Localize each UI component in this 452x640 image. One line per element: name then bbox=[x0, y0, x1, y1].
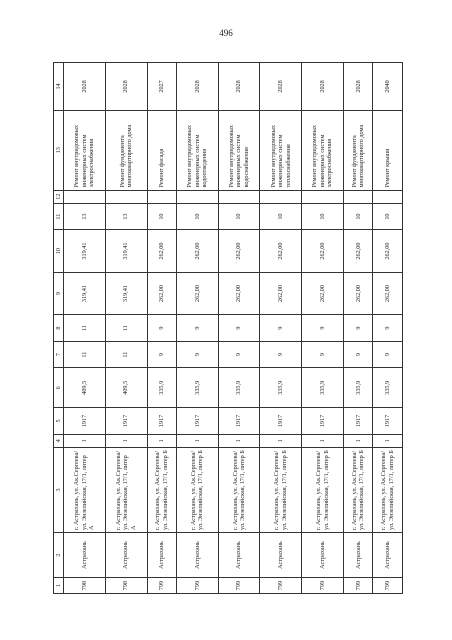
table-cell-col-8: 11 bbox=[105, 315, 147, 342]
table-cell-col-4: 1 bbox=[64, 434, 106, 447]
table-cell-col-7: 9 bbox=[373, 341, 403, 368]
table-cell-col-13: Ремонт фасада bbox=[147, 110, 176, 190]
table-cell-col-9: 262,00 bbox=[373, 272, 403, 314]
table-cell-col-11: 10 bbox=[176, 203, 218, 230]
table-cell-col-6: 409,5 bbox=[64, 368, 106, 408]
table-cell-col-5: 1917 bbox=[260, 408, 302, 435]
table-cell-col-10: 319,41 bbox=[64, 230, 106, 272]
table-cell-col-14: 2028 bbox=[302, 63, 344, 111]
table-cell-col-6: 409,5 bbox=[105, 368, 147, 408]
table-cell-col-10: 262,00 bbox=[176, 230, 218, 272]
table-cell-col-13: Ремонт крыши bbox=[373, 110, 403, 190]
table-cell-col-12 bbox=[343, 190, 372, 203]
table-cell-col-1: 799 bbox=[260, 578, 302, 594]
table-cell-col-6: 335,9 bbox=[260, 368, 302, 408]
table-cell-col-7: 9 bbox=[176, 341, 218, 368]
table-cell-col-9: 262,00 bbox=[302, 272, 344, 314]
table-cell-col-5: 1917 bbox=[147, 408, 176, 435]
table-row bbox=[260, 63, 302, 594]
table-cell-col-11: 10 bbox=[302, 203, 344, 230]
table-cell-col-1: 798 bbox=[105, 578, 147, 594]
table-cell-col-13: Ремонт внутридомовых инженерных систем электроснабжения bbox=[64, 110, 106, 190]
table-cell-col-4: 1 bbox=[105, 434, 147, 447]
table-cell-col-11: 10 bbox=[343, 203, 372, 230]
table-cell-col-2: Астрахань bbox=[302, 532, 344, 577]
table-cell-col-12 bbox=[147, 190, 176, 203]
table-row bbox=[373, 63, 403, 594]
table-cell-col-7: 9 bbox=[343, 341, 372, 368]
table-cell-col-4: 1 bbox=[302, 434, 344, 447]
table-cell-col-12 bbox=[105, 190, 147, 203]
table-cell-col-5: 1917 bbox=[176, 408, 218, 435]
table-cell-col-7: 9 bbox=[147, 341, 176, 368]
table-cell-col-7: 9 bbox=[218, 341, 260, 368]
table-cell-col-5: 1917 bbox=[64, 408, 106, 435]
table-cell-col-6: 335,9 bbox=[343, 368, 372, 408]
table-cell-col-8: 9 bbox=[147, 315, 176, 342]
table-cell-col-6: 335,9 bbox=[373, 368, 403, 408]
table-cell-col-7: 11 bbox=[64, 341, 106, 368]
column-number: 6 bbox=[54, 368, 64, 408]
table-cell-col-3: г. Астрахань, ул. Ак.Сергеева/ ул. Энзелийская, 17/1, литер Б bbox=[176, 448, 218, 533]
table-cell-col-2: Астрахань bbox=[260, 532, 302, 577]
repair-schedule-table bbox=[53, 62, 403, 594]
table-cell-col-3: г. Астрахань, ул. Ак.Сергеева/ ул. Энзелийская, 17/1, литер Б bbox=[373, 448, 403, 533]
table-cell-col-4: 1 bbox=[176, 434, 218, 447]
table-cell-col-14: 2028 bbox=[218, 63, 260, 111]
table-cell-col-13: Ремонт фундамента многоквартирного дома bbox=[343, 110, 372, 190]
table-cell-col-13: Ремонт фундамента многоквартирного дома bbox=[105, 110, 147, 190]
table-cell-col-10: 319,41 bbox=[105, 230, 147, 272]
table-cell-col-4: 1 bbox=[147, 434, 176, 447]
table-cell-col-10: 262,00 bbox=[147, 230, 176, 272]
table-cell-col-14: 2028 bbox=[105, 63, 147, 111]
table-cell-col-9: 319,41 bbox=[105, 272, 147, 314]
table-cell-col-11: 10 bbox=[147, 203, 176, 230]
column-number: 13 bbox=[54, 110, 64, 190]
column-number: 14 bbox=[54, 63, 64, 111]
table-cell-col-9: 319,41 bbox=[64, 272, 106, 314]
table-cell-col-12 bbox=[176, 190, 218, 203]
table-cell-col-5: 1917 bbox=[343, 408, 372, 435]
table-cell-col-13: Ремонт внутридомовых инженерных систем электроснабжения bbox=[302, 110, 344, 190]
table-row bbox=[176, 63, 218, 594]
table-cell-col-10: 262,00 bbox=[218, 230, 260, 272]
table-cell-col-10: 262,00 bbox=[302, 230, 344, 272]
table-cell-col-2: Астрахань bbox=[218, 532, 260, 577]
table-cell-col-14: 2028 bbox=[343, 63, 372, 111]
table-cell-col-9: 262,00 bbox=[176, 272, 218, 314]
table-cell-col-3: г. Астрахань, ул. Ак.Сергеева/ ул. Энзелийская, 17/1, литер А bbox=[64, 448, 106, 533]
table-row bbox=[218, 63, 260, 594]
table-cell-col-8: 9 bbox=[302, 315, 344, 342]
table-cell-col-12 bbox=[218, 190, 260, 203]
table-cell-col-5: 1917 bbox=[373, 408, 403, 435]
page-number: 496 bbox=[219, 28, 233, 38]
table-cell-col-13: Ремонт внутридомовых инженерных систем водоотведения bbox=[176, 110, 218, 190]
column-number: 9 bbox=[54, 272, 64, 314]
table-cell-col-9: 262,00 bbox=[260, 272, 302, 314]
table-cell-col-6: 335,9 bbox=[218, 368, 260, 408]
table-cell-col-3: г. Астрахань, ул. Ак.Сергеева/ ул. Энзелийская, 17/1, литер Б bbox=[260, 448, 302, 533]
table-cell-col-10: 262,00 bbox=[373, 230, 403, 272]
table-cell-col-11: 10 bbox=[373, 203, 403, 230]
column-number: 4 bbox=[54, 434, 64, 447]
table-cell-col-11: 13 bbox=[105, 203, 147, 230]
table-cell-col-6: 335,9 bbox=[302, 368, 344, 408]
table-cell-col-5: 1917 bbox=[302, 408, 344, 435]
table-cell-col-3: г. Астрахань, ул. Ак.Сергеева/ ул. Энзелийская, 17/1, литер А bbox=[105, 448, 147, 533]
column-number: 8 bbox=[54, 315, 64, 342]
table-cell-col-5: 1917 bbox=[218, 408, 260, 435]
table-cell-col-14: 2028 bbox=[64, 63, 106, 111]
table-cell-col-11: 10 bbox=[218, 203, 260, 230]
column-number: 11 bbox=[54, 203, 64, 230]
table-cell-col-12 bbox=[260, 190, 302, 203]
column-number: 10 bbox=[54, 230, 64, 272]
table-cell-col-11: 13 bbox=[64, 203, 106, 230]
table-cell-col-1: 799 bbox=[218, 578, 260, 594]
column-number: 12 bbox=[54, 190, 64, 203]
table-cell-col-2: Астрахань bbox=[105, 532, 147, 577]
table-cell-col-12 bbox=[64, 190, 106, 203]
table-cell-col-11: 10 bbox=[260, 203, 302, 230]
table-cell-col-1: 799 bbox=[373, 578, 403, 594]
table-cell-col-14: 2028 bbox=[260, 63, 302, 111]
table-cell-col-2: Астрахань bbox=[64, 532, 106, 577]
table-rotator bbox=[53, 62, 403, 594]
table-cell-col-1: 799 bbox=[147, 578, 176, 594]
table-cell-col-3: г. Астрахань, ул. Ак.Сергеева/ ул. Энзелийская, 17/1, литер Б bbox=[302, 448, 344, 533]
table-cell-col-1: 799 bbox=[343, 578, 372, 594]
table-cell-col-3: г. Астрахань, ул. Ак.Сергеева/ ул. Энзелийская, 17/1, литер Б bbox=[343, 448, 372, 533]
table-cell-col-4: 1 bbox=[260, 434, 302, 447]
table-cell-col-2: Астрахань bbox=[176, 532, 218, 577]
table-cell-col-8: 9 bbox=[373, 315, 403, 342]
table-cell-col-12 bbox=[373, 190, 403, 203]
table-cell-col-14: 2040 bbox=[373, 63, 403, 111]
table-cell-col-10: 262,00 bbox=[260, 230, 302, 272]
table-cell-col-14: 2028 bbox=[176, 63, 218, 111]
table-row bbox=[147, 63, 176, 594]
table-cell-col-6: 335,9 bbox=[176, 368, 218, 408]
table-cell-col-7: 9 bbox=[260, 341, 302, 368]
table-cell-col-7: 11 bbox=[105, 341, 147, 368]
table-cell-col-12 bbox=[302, 190, 344, 203]
table-cell-col-4: 1 bbox=[218, 434, 260, 447]
header-row bbox=[54, 63, 64, 594]
table-cell-col-4: 1 bbox=[343, 434, 372, 447]
table-cell-col-4: 1 bbox=[373, 434, 403, 447]
table-cell-col-8: 9 bbox=[260, 315, 302, 342]
rotated-table-frame bbox=[53, 62, 403, 594]
column-number: 1 bbox=[54, 578, 64, 594]
table-cell-col-8: 9 bbox=[343, 315, 372, 342]
table-cell-col-7: 9 bbox=[302, 341, 344, 368]
table-cell-col-14: 2027 bbox=[147, 63, 176, 111]
table-cell-col-5: 1917 bbox=[105, 408, 147, 435]
table-cell-col-9: 262,00 bbox=[147, 272, 176, 314]
table-row bbox=[343, 63, 372, 594]
table-cell-col-8: 9 bbox=[176, 315, 218, 342]
table-cell-col-13: Ремонт внутридомовых инженерных систем водоснабжения bbox=[218, 110, 260, 190]
table-cell-col-3: г. Астрахань, ул. Ак.Сергеева/ ул. Энзелийская, 17/1, литер Б bbox=[218, 448, 260, 533]
table-cell-col-3: г. Астрахань, ул. Ак.Сергеева/ ул. Энзелийская, 17/1, литер Б bbox=[147, 448, 176, 533]
table-cell-col-9: 262,00 bbox=[218, 272, 260, 314]
column-number: 2 bbox=[54, 532, 64, 577]
table-row bbox=[64, 63, 106, 594]
table-cell-col-2: Астрахань bbox=[343, 532, 372, 577]
table-row bbox=[105, 63, 147, 594]
table-cell-col-2: Астрахань bbox=[373, 532, 403, 577]
table-cell-col-10: 262,00 bbox=[343, 230, 372, 272]
table-row bbox=[302, 63, 344, 594]
table-cell-col-6: 335,9 bbox=[147, 368, 176, 408]
table-cell-col-13: Ремонт внутридомовых инженерных систем теплоснабжения bbox=[260, 110, 302, 190]
table-cell-col-1: 799 bbox=[176, 578, 218, 594]
column-number: 3 bbox=[54, 448, 64, 533]
table-cell-col-8: 9 bbox=[218, 315, 260, 342]
column-number: 5 bbox=[54, 408, 64, 435]
table-cell-col-1: 798 bbox=[64, 578, 106, 594]
table-cell-col-9: 262,00 bbox=[343, 272, 372, 314]
column-number: 7 bbox=[54, 341, 64, 368]
table-cell-col-1: 799 bbox=[302, 578, 344, 594]
table-cell-col-8: 11 bbox=[64, 315, 106, 342]
table-cell-col-2: Астрахань bbox=[147, 532, 176, 577]
